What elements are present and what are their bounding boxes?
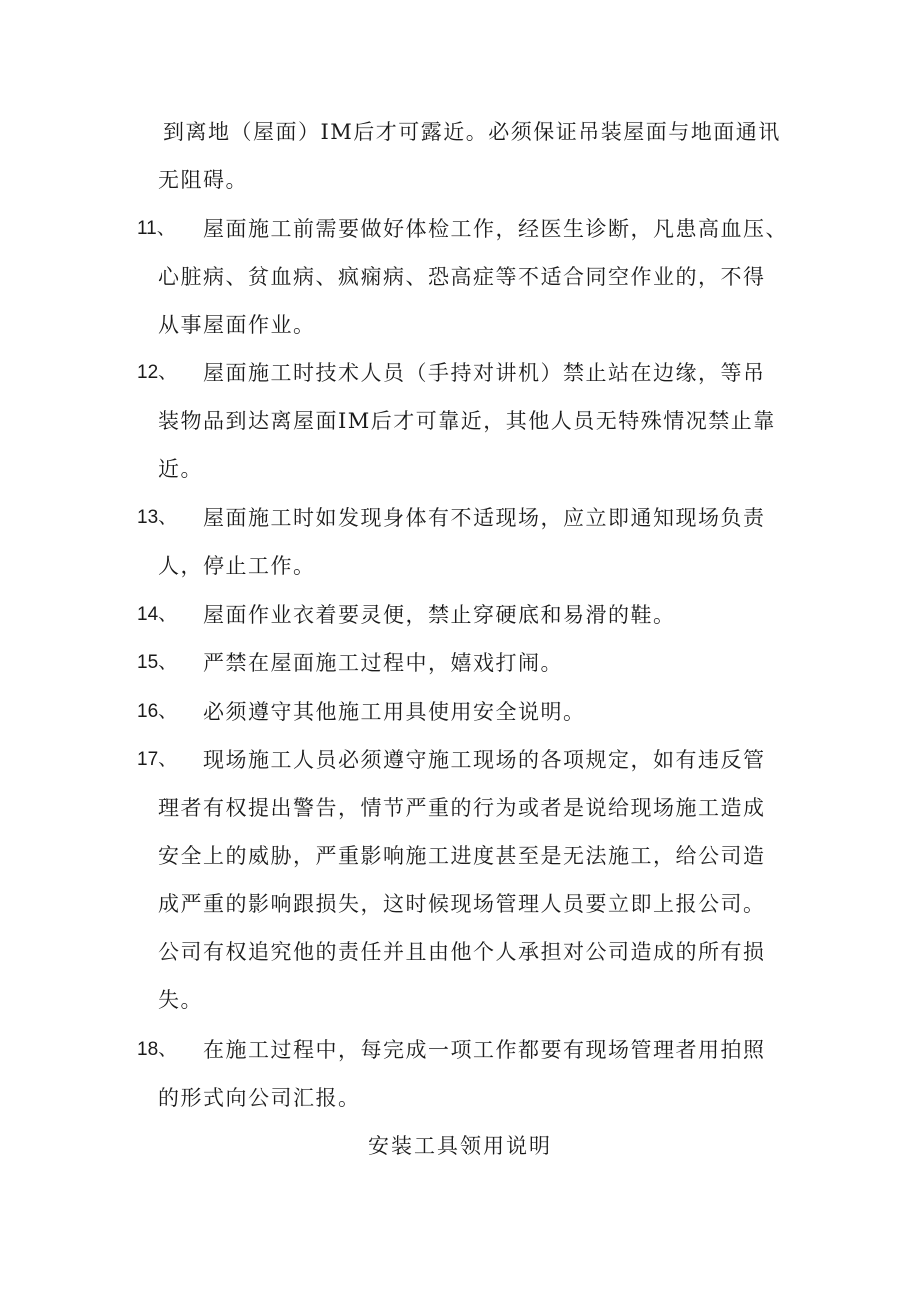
continuation-line: 无阻碍。 (158, 168, 248, 192)
item-number: 15、 (137, 652, 178, 673)
item-line: 心脏病、贫血病、疯痫病、恐高症等不适合同空作业的，不得 (158, 265, 766, 289)
item-number: 11、 (137, 218, 176, 239)
item-line: 从事屋面作业。 (158, 313, 316, 337)
item-line: 屋面施工时如发现身体有不适现场，应立即通知现场负责 (203, 506, 766, 530)
item-line: 安全上的威胁，严重影响施工进度甚至是无法施工，给公司造 (158, 844, 766, 868)
item-line: 成严重的影响跟损失，这时候现场管理人员要立即上报公司。 (158, 892, 766, 916)
section-title: 安装工具领用说明 (368, 1134, 552, 1158)
item-number: 16、 (137, 701, 178, 722)
item-line: 屋面施工前需要做好体检工作，经医生诊断，凡患高血压、 (203, 217, 788, 241)
item-line: 理者有权提出警告，情节严重的行为或者是说给现场施工造成 (158, 796, 766, 820)
item-number: 17、 (137, 749, 178, 770)
item-line: 公司有权追究他的责任并且由他个人承担对公司造成的所有损 (158, 940, 766, 964)
item-line: 的形式向公司汇报。 (158, 1086, 361, 1110)
continuation-line: 到离地（屋面）IM后才可露近。必须保证吊装屋面与地面通讯 (163, 120, 781, 144)
item-line: 严禁在屋面施工过程中，嬉戏打闹。 (203, 651, 563, 675)
item-line: 人，停止工作。 (158, 554, 316, 578)
item-line: 屋面作业衣着要灵便，禁止穿硬底和易滑的鞋。 (203, 603, 676, 627)
item-number: 14、 (137, 604, 178, 625)
item-line: 现场施工人员必须遵守施工现场的各项规定，如有违反管 (203, 748, 766, 772)
item-line: 失。 (158, 988, 203, 1012)
item-line: 近。 (158, 457, 203, 481)
item-number: 12、 (137, 362, 178, 383)
item-line: 装物品到达离屋面IM后才可靠近，其他人员无特殊情况禁止靠 (158, 409, 776, 433)
item-line: 必须遵守其他施工用具使用安全说明。 (203, 700, 586, 724)
item-number: 18、 (137, 1039, 178, 1060)
item-line: 在施工过程中，每完成一项工作都要有现场管理者用拍照 (203, 1038, 766, 1062)
item-line: 屋面施工时技术人员（手持对讲机）禁止站在边缘，等吊 (203, 361, 766, 385)
item-number: 13、 (137, 507, 178, 528)
